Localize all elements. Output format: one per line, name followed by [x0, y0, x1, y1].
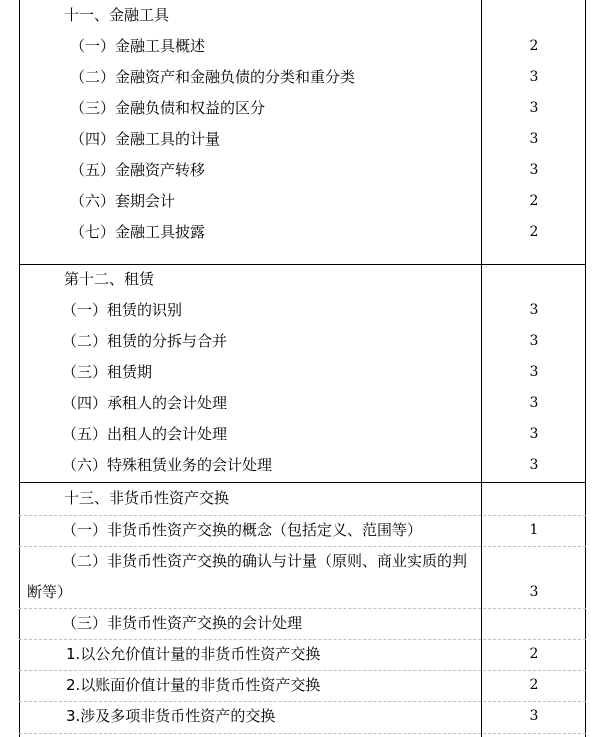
table-row: [19, 608, 586, 639]
item-score: 2: [529, 224, 539, 240]
table-row: [19, 31, 586, 62]
item-label: （一）非货币性资产交换的概念（包括定义、范围等）: [62, 521, 423, 539]
table-row: [19, 639, 586, 670]
item-score: 2: [529, 193, 539, 209]
item-label: （三）金融负债和权益的区分: [70, 99, 266, 117]
table-row: [19, 515, 586, 546]
item-score: 3: [529, 69, 539, 85]
item-score: 3: [529, 100, 539, 116]
item-score: 3: [529, 584, 539, 600]
item-label: （三）非货币性资产交换的会计处理: [62, 614, 303, 632]
section-title-row: [19, 264, 586, 295]
item-label: （五）金融资产转移: [70, 161, 206, 179]
table-row: [19, 62, 586, 93]
table-row: [19, 93, 586, 124]
table-row: [19, 419, 586, 450]
item-label: （二）金融资产和金融负债的分类和重分类: [70, 68, 356, 86]
table-row: [19, 670, 586, 701]
item-label: 3.涉及多项非货币性资产的交换: [66, 707, 276, 725]
item-score: 3: [529, 333, 539, 349]
table-row: [19, 357, 586, 388]
item-label: （一）租赁的识别: [62, 301, 183, 319]
item-score: 3: [529, 162, 539, 178]
item-score: 2: [529, 646, 539, 662]
item-score: 3: [529, 426, 539, 442]
item-label: （一）金融工具概述: [70, 37, 206, 55]
item-label: （六）套期会计: [70, 192, 176, 210]
section-title: 十三、非货币性资产交换: [64, 489, 230, 507]
item-score: 3: [529, 395, 539, 411]
table-row: [19, 217, 586, 248]
section-title-row: [19, 483, 586, 514]
table-row: [19, 155, 586, 186]
table-row: [19, 295, 586, 326]
item-score: 3: [529, 708, 539, 724]
table-row: [19, 326, 586, 357]
table-row: [19, 450, 586, 481]
table-row: [19, 546, 586, 608]
item-label: （二）租赁的分拆与合并: [62, 332, 228, 350]
section-title-row: [19, 0, 586, 31]
item-label: 2.以账面价值计量的非货币性资产交换: [66, 676, 321, 694]
item-label: 1.以公允价值计量的非货币性资产交换: [66, 645, 321, 663]
item-label: （六）特殊租赁业务的会计处理: [62, 456, 273, 474]
item-score: 3: [529, 364, 539, 380]
item-label: （五）出租人的会计处理: [62, 425, 228, 443]
table-row: [19, 701, 586, 732]
item-label: （二）非货币性资产交换的确认与计量（原则、商业实质的判断等）: [27, 552, 468, 601]
row-divider: [19, 733, 586, 734]
item-score: 3: [529, 457, 539, 473]
item-score: 2: [529, 38, 539, 54]
item-score: 3: [529, 131, 539, 147]
item-label: （四）承租人的会计处理: [62, 394, 228, 412]
item-label: （七）金融工具披露: [70, 223, 206, 241]
section-title: 第十二、租赁: [64, 270, 155, 288]
item-label: （四）金融工具的计量: [70, 130, 221, 148]
item-label: （三）租赁期: [62, 363, 153, 381]
table-row: [19, 124, 586, 155]
table-row: [19, 388, 586, 419]
item-score: 3: [529, 302, 539, 318]
item-score: 2: [529, 677, 539, 693]
table-row: [19, 186, 586, 217]
section-title: 十一、金融工具: [64, 6, 170, 24]
item-score: 1: [529, 522, 539, 538]
